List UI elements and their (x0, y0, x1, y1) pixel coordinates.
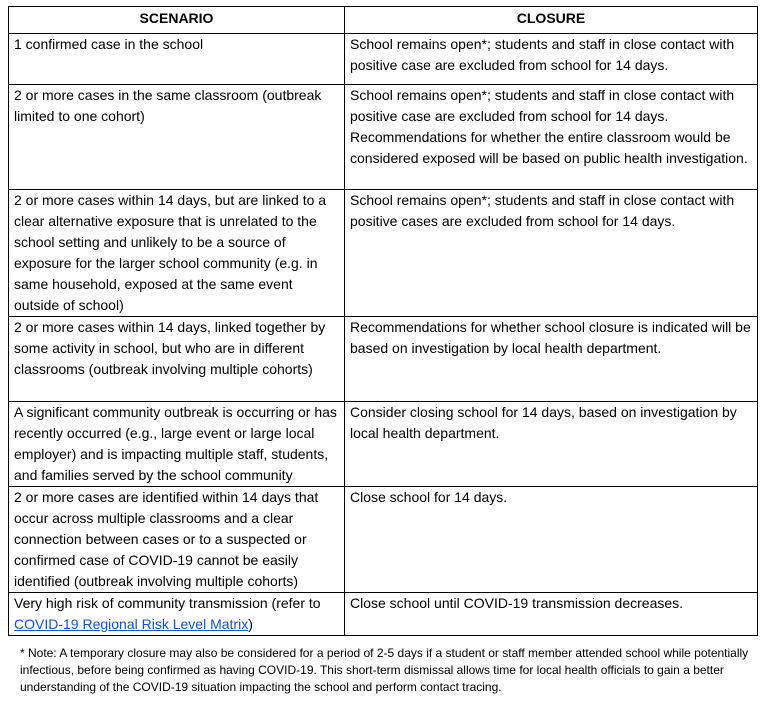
closure-cell (345, 85, 758, 190)
scenario-cell (9, 34, 345, 85)
closure-cell (345, 190, 758, 317)
scenario-text (14, 593, 339, 635)
scenario-cell (9, 190, 345, 317)
scenario-cell (9, 317, 345, 402)
scenario-cell (9, 402, 345, 487)
scenario-text: 2 or more cases within 14 days, but are linked to a clear alternative exposure that is unrelated to the school setting and unlikely to be a source of exposure for the larger school community (e.g. in same household, exposed at the same event outside of school) (14, 192, 327, 313)
scenario-cell (9, 85, 345, 190)
closure-text: School remains open*; students and staff in close contact with positive case are excluded from school for 14 days. (350, 36, 735, 73)
closure-text: School remains open*; students and staff in close contact with positive case are excluded from school for 14 days. Recommendations for whether the entire classroom would be considered exposed will be based on public health investigation. (350, 87, 748, 166)
scenario-column-header: SCENARIO (9, 7, 345, 34)
scenario-text: 2 or more cases in the same classroom (outbreak limited to one cohort) (14, 87, 322, 124)
closure-cell (345, 402, 758, 487)
closure-text: Close school for 14 days. (350, 489, 508, 505)
scenario-cell (9, 593, 345, 636)
closure-text: Recommendations for whether school closure is indicated will be based on investigation by local health department. (350, 319, 751, 356)
scenario-text: 1 confirmed case in the school (14, 36, 204, 52)
table-row (9, 402, 758, 487)
closure-cell (345, 593, 758, 636)
scenario-text-prefix: Very high risk of community transmission (refer to (14, 595, 321, 611)
table-header-row (9, 7, 758, 34)
scenario-text-suffix: ) (248, 616, 253, 632)
scenario-text: 2 or more cases are identified within 14 days that occur across multiple classrooms and a clear connection between cases or to a suspected or confirmed case of COVID-19 cannot be easily identified (outbreak involving multiple cohorts) (14, 489, 319, 589)
closure-text: Consider closing school for 14 days, based on investigation by local health department. (350, 404, 737, 441)
scenario-text: 2 or more cases within 14 days, linked together by some activity in school, but who are in different classrooms (outbreak involving multiple cohorts) (14, 319, 326, 377)
table-row (9, 593, 758, 636)
closure-text: School remains open*; students and staff in close contact with positive cases are excluded from school for 14 days. (350, 192, 735, 229)
table-row (9, 317, 758, 402)
closure-cell (345, 34, 758, 85)
table-row (9, 487, 758, 593)
closure-cell (345, 487, 758, 593)
scenario-text: A significant community outbreak is occurring or has recently occurred (e.g., large event or large local employer) and is impacting multiple staff, students, and families served by the school community (14, 404, 337, 483)
closure-column-header: CLOSURE (345, 7, 758, 34)
closure-text: Close school until COVID-19 transmission decreases. (350, 595, 684, 611)
table-row (9, 34, 758, 85)
risk-level-matrix-link[interactable]: COVID-19 Regional Risk Level Matrix (14, 616, 249, 632)
table-row (9, 190, 758, 317)
closure-cell (345, 317, 758, 402)
closure-scenario-table (8, 6, 758, 636)
scenario-cell (9, 487, 345, 593)
table-row (9, 85, 758, 190)
footnote: * Note: A temporary closure may also be considered for a period of 2-5 days if a student or staff member attended school while potentially infectious, before being confirmed as having COVID-19. This short-term dismissal allows time for local health officials to gain a better understanding of the COVID-19 situation impacting the school and perform contact tracing. (20, 646, 749, 694)
